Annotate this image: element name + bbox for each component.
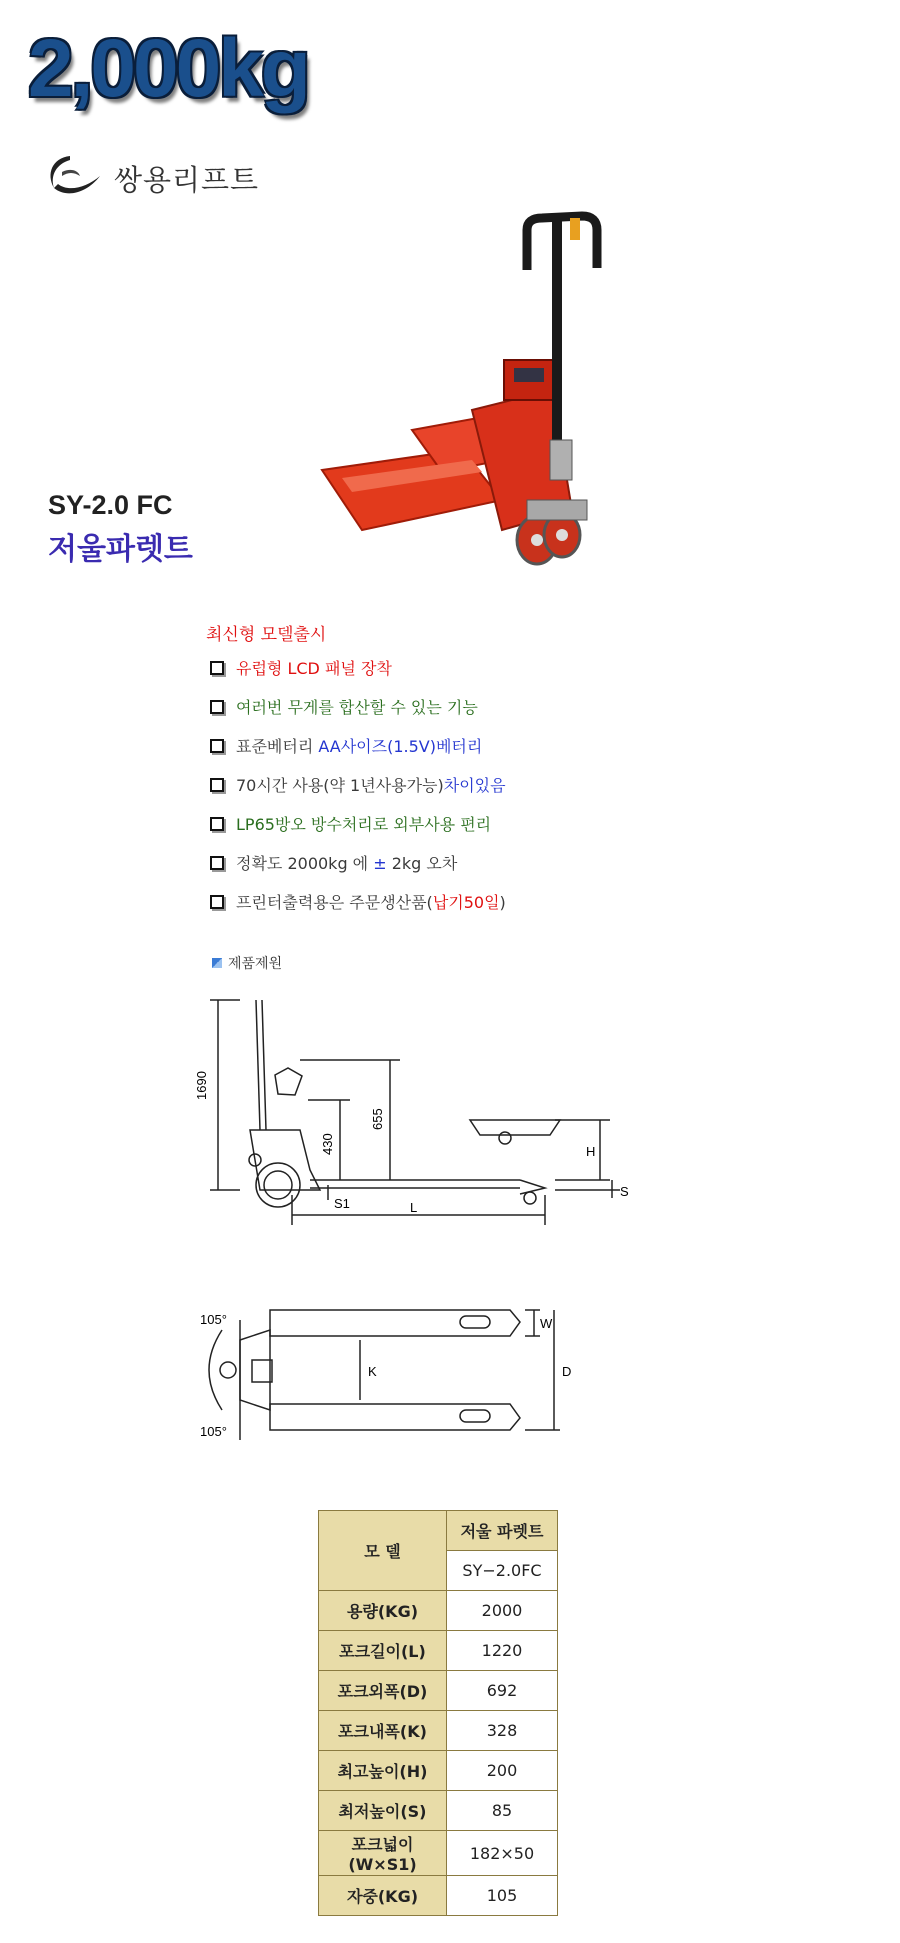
dim-d-label: D [562, 1364, 572, 1379]
spec-label-cell: 자중(KG) [319, 1876, 447, 1916]
capacity-title: 2,000kg [28, 23, 308, 114]
dim-h-label: H [586, 1144, 596, 1159]
spec-value-cell: 2000 [447, 1591, 558, 1631]
checkbox-bullet-icon [210, 856, 224, 870]
feature-text-part: 정확도 2000kg 에 [236, 854, 374, 873]
table-header-row [319, 1511, 558, 1551]
feature-text-part: AA사이즈(1.5V)베터리 [318, 737, 483, 756]
product-code-cell: SY−2.0FC [447, 1551, 558, 1591]
product-image [322, 210, 682, 570]
spec-value-cell: 182×50 [447, 1831, 558, 1876]
checkbox-bullet-icon [210, 817, 224, 831]
dim-1690-label: 1690 [194, 1071, 209, 1100]
bullet-icon [212, 958, 222, 968]
top-view-diagram [200, 1300, 640, 1450]
model-header-cell: 모 델 [319, 1511, 447, 1591]
feature-text-part: 여러번 무게를 합산할 수 있는 기능 [236, 698, 478, 717]
feature-text-part: ± [373, 854, 387, 873]
feature-text-part: ) [499, 893, 506, 912]
spec-value-cell: 1220 [447, 1631, 558, 1671]
table-row [319, 1831, 558, 1876]
feature-text-part: 납기50일 [432, 893, 500, 912]
feature-item [206, 812, 806, 851]
brand-logo [40, 148, 290, 222]
feature-text [236, 734, 482, 757]
feature-text-part: 차이있음 [443, 776, 506, 795]
feature-text [236, 890, 506, 913]
table-row [319, 1751, 558, 1791]
checkbox-bullet-icon [210, 700, 224, 714]
spec-heading-label: 제품제원 [228, 956, 283, 972]
spec-label-cell: 포크외폭(D) [319, 1671, 447, 1711]
dim-s-label: S [620, 1184, 629, 1199]
checkbox-bullet-icon [210, 739, 224, 753]
spec-table [318, 1510, 558, 1916]
table-row [319, 1876, 558, 1916]
feature-items [206, 656, 806, 929]
feature-text [236, 695, 478, 718]
spec-value-cell: 692 [447, 1671, 558, 1711]
spec-value-cell: 328 [447, 1711, 558, 1751]
product-name-cell: 저울 파렛트 [447, 1511, 558, 1551]
spec-value-cell: 85 [447, 1791, 558, 1831]
model-code: SY-2.0 FC [48, 490, 173, 520]
feature-text [236, 851, 457, 874]
table-row [319, 1631, 558, 1671]
dim-w-label: W [540, 1316, 553, 1331]
spec-label-cell: 용량(KG) [319, 1591, 447, 1631]
spec-label-cell: 최저높이(S) [319, 1791, 447, 1831]
feature-text-part: LP65방오 방수처리로 외부사용 편리 [236, 815, 492, 834]
feature-item [206, 890, 806, 929]
angle-bottom-label: 105° [200, 1424, 227, 1439]
dim-k-label: K [368, 1364, 377, 1379]
feature-text-part: 프린터출력용은 주문생산품( [236, 893, 433, 912]
feature-item [206, 695, 806, 734]
spec-label-cell: 포크내폭(K) [319, 1711, 447, 1751]
feature-item [206, 773, 806, 812]
feature-list [206, 620, 806, 929]
feature-item [206, 656, 806, 695]
feature-text [236, 656, 392, 679]
brand-name: 쌍용리프트 [114, 165, 260, 197]
spec-value-cell: 105 [447, 1876, 558, 1916]
dim-s1-label: S1 [334, 1196, 350, 1211]
spec-table-body [319, 1511, 558, 1916]
angle-top-label: 105° [200, 1312, 227, 1327]
checkbox-bullet-icon [210, 778, 224, 792]
table-row [319, 1671, 558, 1711]
feature-text [236, 773, 506, 796]
feature-item [206, 851, 806, 890]
feature-text-part: 유럽형 LCD 패널 장착 [236, 659, 392, 678]
feature-item [206, 734, 806, 773]
table-row [319, 1791, 558, 1831]
spec-heading [212, 953, 282, 973]
brand-swoosh-icon [40, 148, 114, 208]
feature-text-part: 2kg 오차 [386, 854, 458, 873]
feature-text-part: 표준베터리 [236, 737, 319, 756]
feature-text [236, 812, 491, 835]
checkbox-bullet-icon [210, 895, 224, 909]
feature-headline: 최신형 모델출시 [206, 625, 327, 645]
spec-label-cell: 포크길이(L) [319, 1631, 447, 1671]
table-row [319, 1591, 558, 1631]
dim-655-label: 655 [370, 1108, 385, 1130]
model-name: 저울파렛트 [48, 533, 193, 566]
spec-value-cell: 200 [447, 1751, 558, 1791]
spec-label-cell: 최고높이(H) [319, 1751, 447, 1791]
dim-430-label: 430 [320, 1133, 335, 1155]
table-row [319, 1711, 558, 1751]
feature-text-part: 70시간 사용(약 1년사용가능) [236, 776, 444, 795]
checkbox-bullet-icon [210, 661, 224, 675]
side-view-diagram [194, 990, 640, 1240]
spec-label-cell: 포크넓이(W×S1) [319, 1831, 447, 1876]
dim-l-label: L [410, 1200, 418, 1215]
